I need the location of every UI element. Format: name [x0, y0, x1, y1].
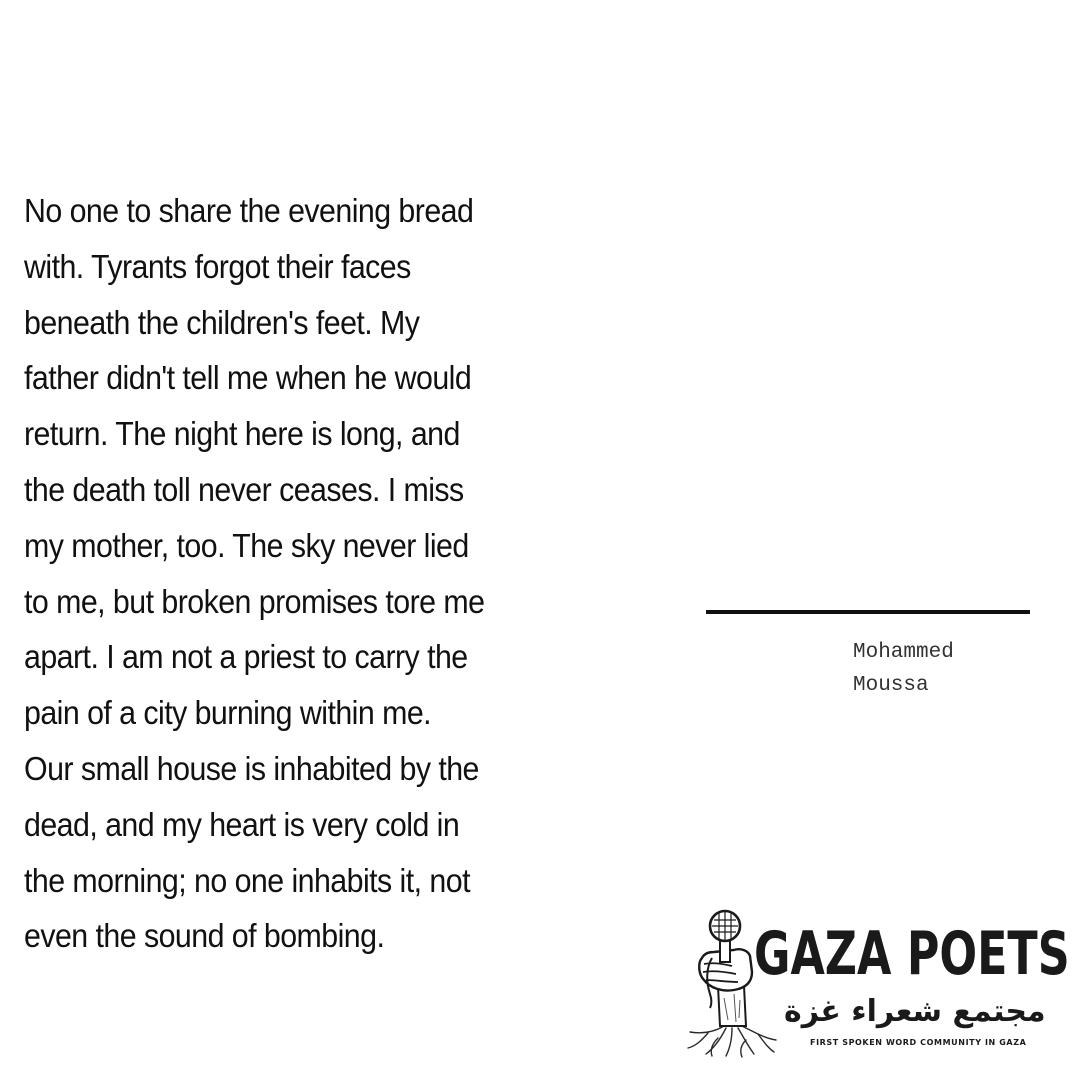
poem-line: pain of a city burning within me. [24, 694, 432, 732]
logo-arabic-text: مجتمع شعراء غزة [784, 994, 1046, 1029]
logo-title: GAZA POETS [754, 919, 1070, 989]
poem-line: even the sound of bombing. [24, 917, 385, 955]
signature-divider [706, 610, 1030, 614]
poem-line: Our small house is inhabited by the [24, 749, 479, 787]
poem-line: return. The night here is long, and [24, 415, 460, 453]
poem-text [24, 183, 594, 964]
logo-tagline: FIRST SPOKEN WORD COMMUNITY IN GAZA [810, 1038, 1027, 1047]
poem-line: beneath the children's feet. My [24, 303, 420, 341]
gaza-poets-logo [684, 908, 1070, 1058]
author-first-name: Mohammed [853, 641, 954, 664]
poem-line: the death toll never ceases. I miss [24, 470, 464, 508]
author-name [853, 636, 954, 702]
poem-line: dead, and my heart is very cold in [24, 805, 460, 843]
poem-line: to me, but broken promises tore me [24, 582, 485, 620]
poem-line: father didn't tell me when he would [24, 359, 472, 397]
author-last-name: Moussa [853, 674, 929, 697]
poem-line: apart. I am not a priest to carry the [24, 638, 468, 676]
poem-line: No one to share the evening bread [24, 192, 474, 229]
poem-line: my mother, too. The sky never lied [24, 526, 469, 564]
poem-line: with. Tyrants forgot their faces [24, 247, 411, 285]
poem-line: the morning; no one inhabits it, not [24, 861, 470, 899]
